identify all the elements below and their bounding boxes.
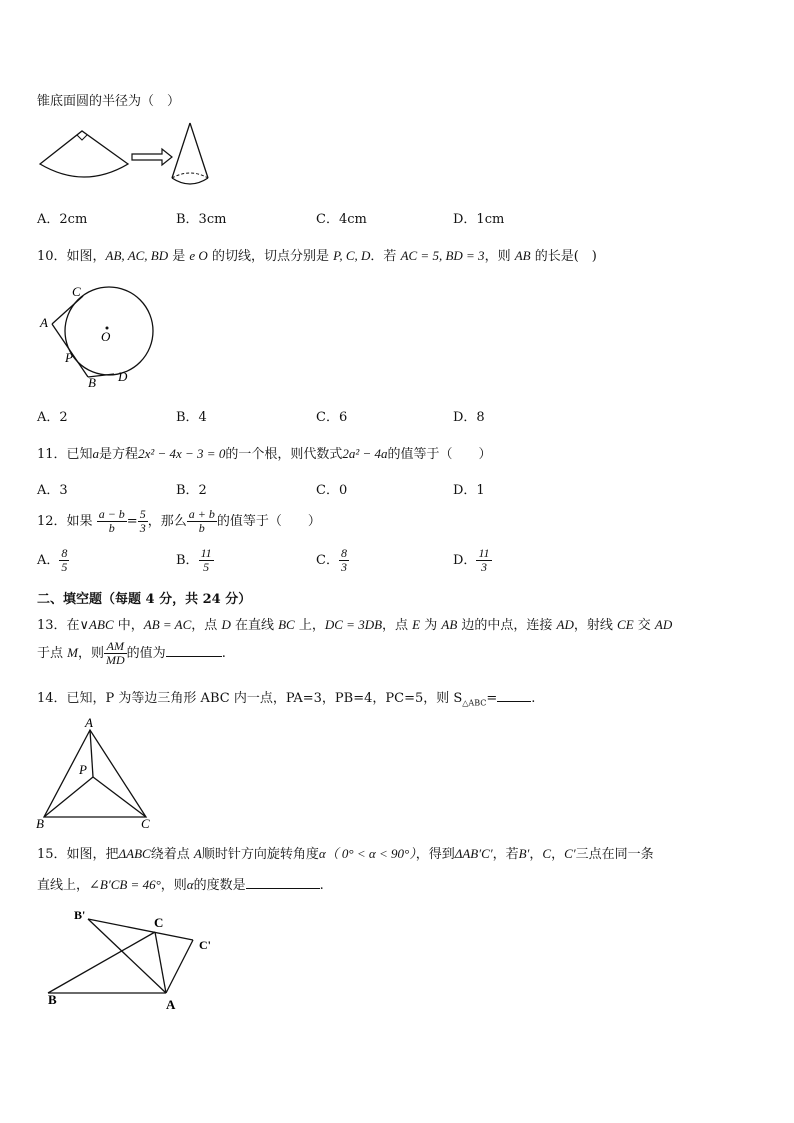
label-b: B [48,992,57,1007]
q9-figure [36,118,226,196]
label-c-prime: C' [199,938,211,952]
q13-answer-blank[interactable] [166,656,222,657]
q13-line2: 于点 M，则 $\frac{AM}{MD}$ 的值为 . [37,639,226,667]
q9-option-c[interactable]: C．4cm [316,212,367,227]
q14-text: 14．已知，P 为等边三角形 ABC 内一点，PA=3，PB=4，PC=5，则 $S_{\triangle ABC}=$ . [37,691,536,708]
arrow-icon [132,149,172,165]
q13-line1: 13．在∨ABC 中，AB = AC，点 D 在直线 BC 上，DC = 3DB，点 E 为 AB 边的中点，连接 AD，射线 CE 交 AD [37,617,673,633]
q11-option-a[interactable]: A．3 [37,483,68,498]
q12-frac3: $\frac{a + b}{b}$ [188,507,215,535]
q15-figure [40,905,230,1015]
label-o: O [101,329,111,344]
section-title: 二、填空题（每题 4 分，共 24 分） [37,592,252,607]
q14-figure [34,716,164,832]
q9-option-d[interactable]: D．1cm [453,212,505,227]
q10-option-b[interactable]: B．4 [176,410,207,425]
q12-text: 12．如果 $\frac{a - b}{b}$ = $\frac{5}{3}$ ，那么 $\frac{a + b}{b}$ 的值等于（ ） [37,507,321,535]
q10-figure [36,280,166,395]
q10-option-d[interactable]: D．8 [453,410,485,425]
q9-text: 锥底面圆的半径为（ ） [37,94,181,109]
cone-shape [172,123,208,184]
right-angle-mark [77,135,87,140]
q11-option-c[interactable]: C．0 [316,483,348,498]
q15-line2: 直线上，∠B′CB = 46°，则α的度数是 . [37,877,324,893]
q12-option-b[interactable]: B． $\frac{11}{5}$ [176,546,212,574]
label-p: P [79,762,87,777]
label-b: B [88,375,96,390]
q12-frac1: $\frac{a - b}{b}$ [98,507,125,535]
q15-answer-blank[interactable] [246,888,320,889]
q12-frac2: $\frac{5}{3}$ [139,507,146,535]
q10-text: 10．如图，AB, AC, BD 是 e O 的切线，切点分别是 P, C, D．若 AC = 5, BD = 3，则 AB 的长是( ) [37,248,597,264]
q9-option-b[interactable]: B．3cm [176,212,227,227]
q15-line1: 15．如图，把ΔABC绕着点 A顺时针方向旋转角度α（ 0° < α < 90°），得到ΔAB′C′，若B′，C，C′三点在同一条 [37,846,654,862]
q11-text: 11．已知a是方程2x² − 4x − 3 = 0的一个根，则代数式2a² − 4a的值等于（ ） [37,446,492,462]
q11-option-b[interactable]: B．2 [176,483,207,498]
tangent-ac [52,296,83,324]
label-c: C [72,284,81,299]
q12-option-d[interactable]: D． $\frac{11}{3}$ [453,546,490,574]
label-d: D [118,369,128,384]
label-p: P [65,350,73,365]
label-c: C [154,915,164,930]
q14-answer-blank[interactable] [497,701,531,702]
label-b-prime: B' [74,908,86,922]
q10-option-a[interactable]: A．2 [37,410,68,425]
label-c: C [141,816,150,831]
q12-option-a[interactable]: A． $\frac{8}{5}$ [37,546,68,574]
q13-frac: $\frac{AM}{MD}$ [106,639,125,667]
q12-option-c[interactable]: C． $\frac{8}{3}$ [316,546,347,574]
label-b: B [36,816,44,831]
label-a: A [85,716,93,730]
q9-option-a[interactable]: A．2cm [37,212,88,227]
label-a: A [40,315,48,330]
q10-option-c[interactable]: C．6 [316,410,348,425]
label-a: A [166,997,176,1012]
q11-option-d[interactable]: D．1 [453,483,485,498]
